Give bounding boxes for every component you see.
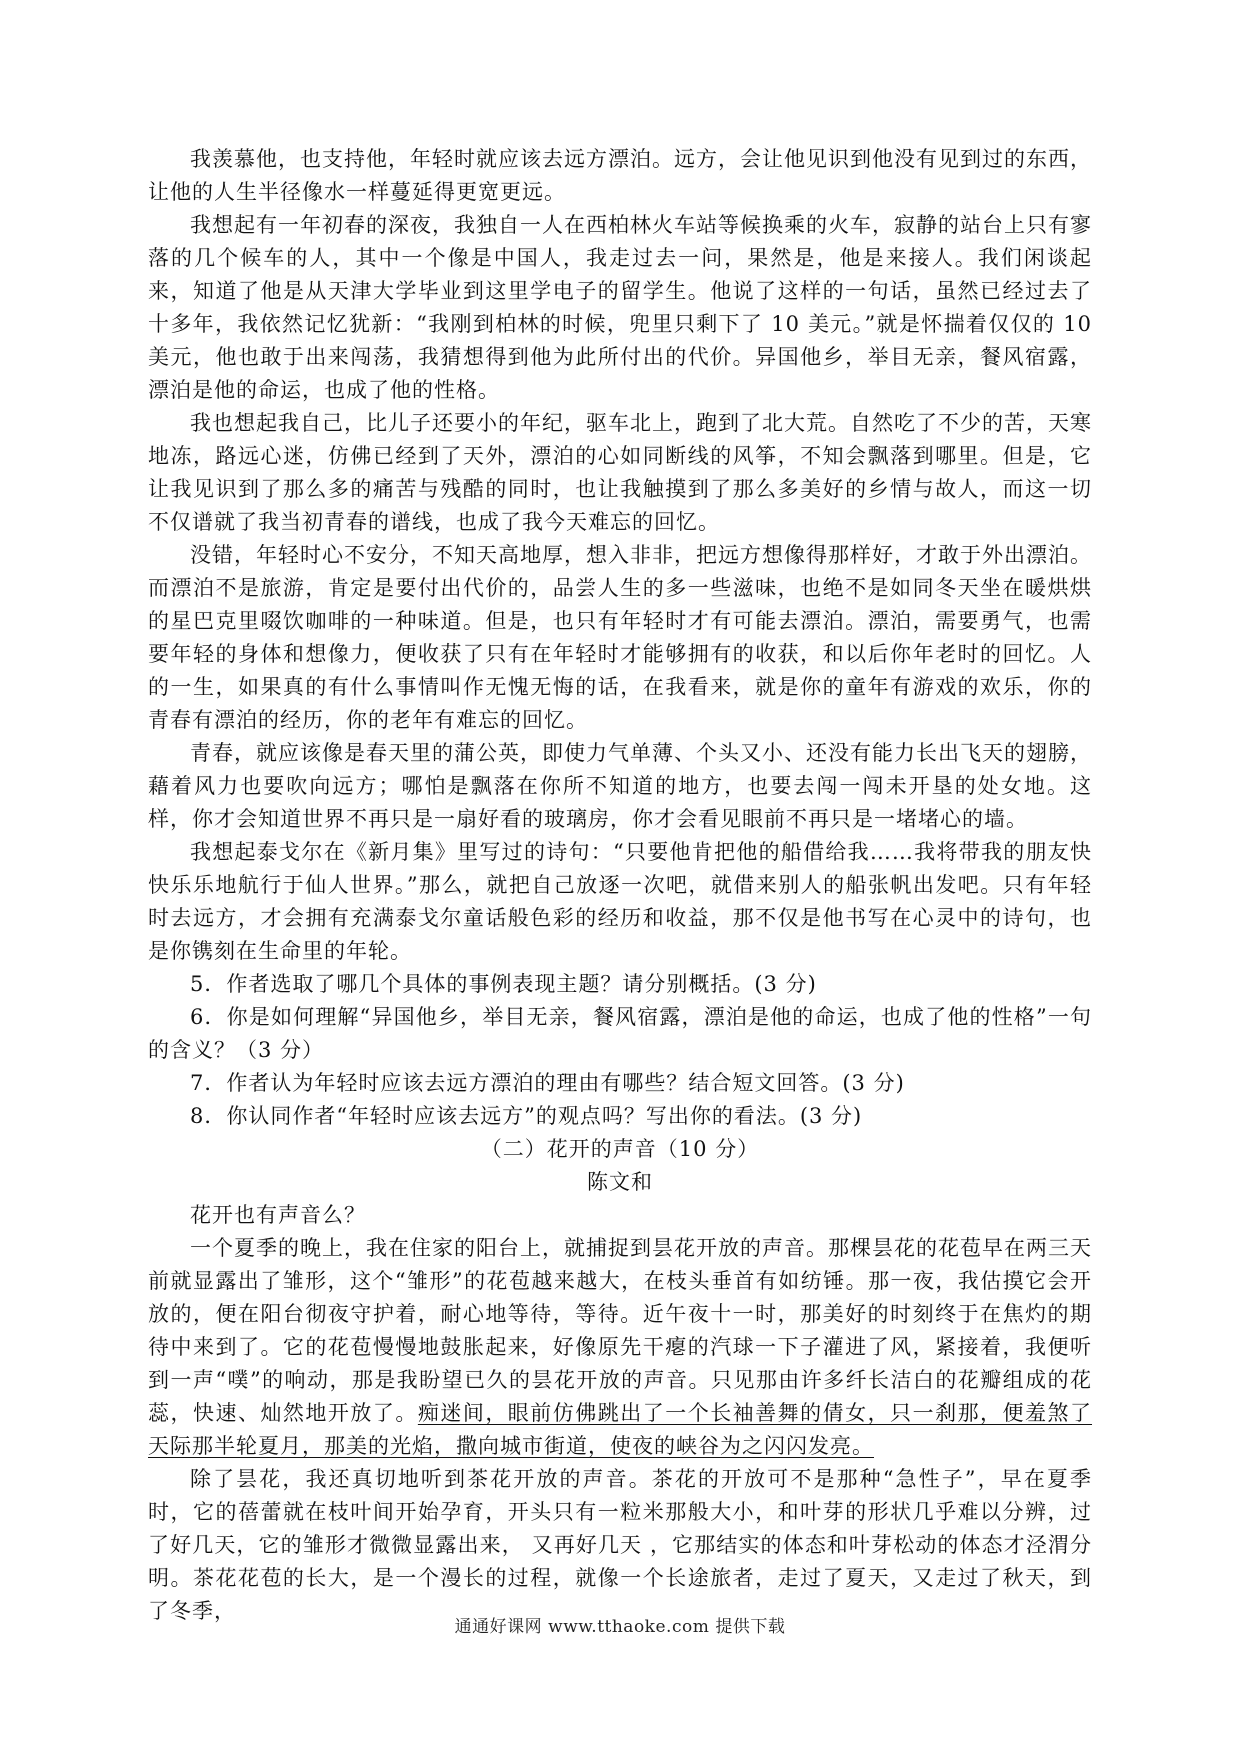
underlined-sentence: 痴迷间，眼前仿佛跳出了一个长袖善舞的倩女，只一刹那，便羞煞了天际那半轮夏月，那美的光焰，撒向城市街道，使夜的峡谷为之闪闪发亮。 bbox=[148, 1401, 1093, 1458]
passage1-paragraph-6: 我想起泰戈尔在《新月集》里写过的诗句：“只要他肯把他的船借给我……我将带我的朋友快快乐乐地航行于仙人世界。”那么，就把自己放逐一次吧，就借来别人的船张帆出发吧。只有年轻时去远方，才会拥有充满泰戈尔童话般色彩的经历和收益，那不仅是他书写在心灵中的诗句，也是你镌刻在生命里的年轮。 bbox=[148, 840, 1092, 963]
question-5: 5．作者选取了哪几个具体的事例表现主题？请分别概括。(3 分) bbox=[190, 972, 817, 996]
page-content bbox=[148, 143, 1092, 1628]
passage2-paragraph-2 bbox=[148, 1232, 1092, 1463]
passage1-paragraph-4: 没错，年轻时心不安分，不知天高地厚，想入非非，把远方想像得那样好，才敢于外出漂泊。而漂泊不是旅游，肯定是要付出代价的，品尝人生的多一些滋味，也绝不是如同冬天坐在暖烘烘的星巴克里啜饮咖啡的一种味道。但是，也只有年轻时才有可能去漂泊。漂泊，需要勇气，也需要年轻的身体和想像力，便收获了只有在年轻时才能够拥有的收获，和以后你年老时的回忆。人的一生，如果真的有什么事情叫作无愧无悔的话，在我看来，就是你的童年有游戏的欢乐，你的青春有漂泊的经历，你的老年有难忘的回忆。 bbox=[148, 543, 1092, 732]
passage1-paragraph-3: 我也想起我自己，比儿子还要小的年纪，驱车北上，跑到了北大荒。自然吃了不少的苦，天寒地冻，路远心迷，仿佛已经到了天外，漂泊的心如同断线的风筝，不知会飘落到哪里。但是，它让我见识到了那么多的痛苦与残酷的同时，也让我触摸到了那么多美好的乡情与故人，而这一切不仅谱就了我当初青春的谱线，也成了我今天难忘的回忆。 bbox=[148, 411, 1092, 534]
footer-site-name: 通通好课网 bbox=[454, 1617, 543, 1637]
question-8: 8．你认同作者“年轻时应该去远方”的观点吗？写出你的看法。(3 分) bbox=[190, 1104, 863, 1128]
question-6: 6．你是如何理解“异国他乡，举目无亲，餐风宿露，漂泊是他的命运，也成了他的性格”一句的含义？（3 分） bbox=[148, 1005, 1092, 1062]
footer-suffix: 提供下载 bbox=[715, 1617, 786, 1637]
passage1-paragraph-2: 我想起有一年初春的深夜，我独自一人在西柏林火车站等候换乘的火车，寂静的站台上只有寥落的几个候车的人，其中一个像是中国人，我走过去一问，果然是，他是来接人。我们闲谈起来，知道了他是从天津大学毕业到这里学电子的留学生。他说了这样的一句话，虽然已经过去了十多年，我依然记忆犹新：“我刚到柏林的时候，兜里只剩下了 10 美元。”就是怀揣着仅仅的 10 美元，他也敢于出来闯荡，我猜想得到他为此所付出的代价。异国他乡，举目无亲，餐风宿露，漂泊是他的命运，也成了他的性格。 bbox=[148, 213, 1092, 402]
page-footer bbox=[0, 1612, 1240, 1637]
footer-url: www.tthaoke.com bbox=[548, 1617, 710, 1637]
passage2-paragraph-3: 除了昙花，我还真切地听到茶花开放的声音。茶花的开放可不是那种“急性子”，早在夏季时，它的蓓蕾就在枝叶间开始孕育，开头只有一粒米那般大小，和叶芽的形状几乎难以分辨，过了好几天，它的雏形才微微显露出来， 又再好几天 ，它那结实的体态和叶芽松动的体态才泾渭分明。茶花花苞的长大，是一个漫长的过程，就像一个长途旅者，走过了夏天，又走过了秋天，到了冬季， bbox=[148, 1467, 1092, 1623]
section-title: （二）花开的声音（10 分） bbox=[480, 1137, 760, 1161]
passage2-paragraph-2-text: 一个夏季的晚上，我在住家的阳台上，就捕捉到昙花开放的声音。那棵昙花的花苞早在两三天前就显露出了雏形，这个“雏形”的花苞越来越大，在枝头垂首有如纺锤。那一夜，我估摸它会开放的，便在阳台彻夜守护着，耐心地等待，等待。近午夜十一时，那美好的时刻终于在焦灼的期待中来到了。它的花苞慢慢地鼓胀起来，好像原先干瘪的汽球一下子灌进了风，紧接着，我便听到一声“噗”的响动，那是我盼望已久的昙花开放的声音。只见那由许多纤长洁白的花瓣组成的花蕊，快速、灿然地开放了。 bbox=[148, 1236, 1092, 1425]
passage1-paragraph-1: 我羡慕他，也支持他，年轻时就应该去远方漂泊。远方，会让他见识到他没有见到过的东西，让他的人生半径像水一样蔓延得更宽更远。 bbox=[148, 147, 1092, 204]
author-name: 陈文和 bbox=[587, 1170, 653, 1194]
passage2-paragraph-1: 花开也有声音么？ bbox=[190, 1203, 366, 1227]
question-7: 7．作者认为年轻时应该去远方漂泊的理由有哪些？结合短文回答。(3 分) bbox=[190, 1071, 905, 1095]
passage1-paragraph-5: 青春，就应该像是春天里的蒲公英，即使力气单薄、个头又小、还没有能力长出飞天的翅膀，藉着风力也要吹向远方；哪怕是飘落在你所不知道的地方，也要去闯一闯未开垦的处女地。这样，你才会知道世界不再只是一扇好看的玻璃房，你才会看见眼前不再只是一堵堵心的墙。 bbox=[148, 741, 1092, 831]
